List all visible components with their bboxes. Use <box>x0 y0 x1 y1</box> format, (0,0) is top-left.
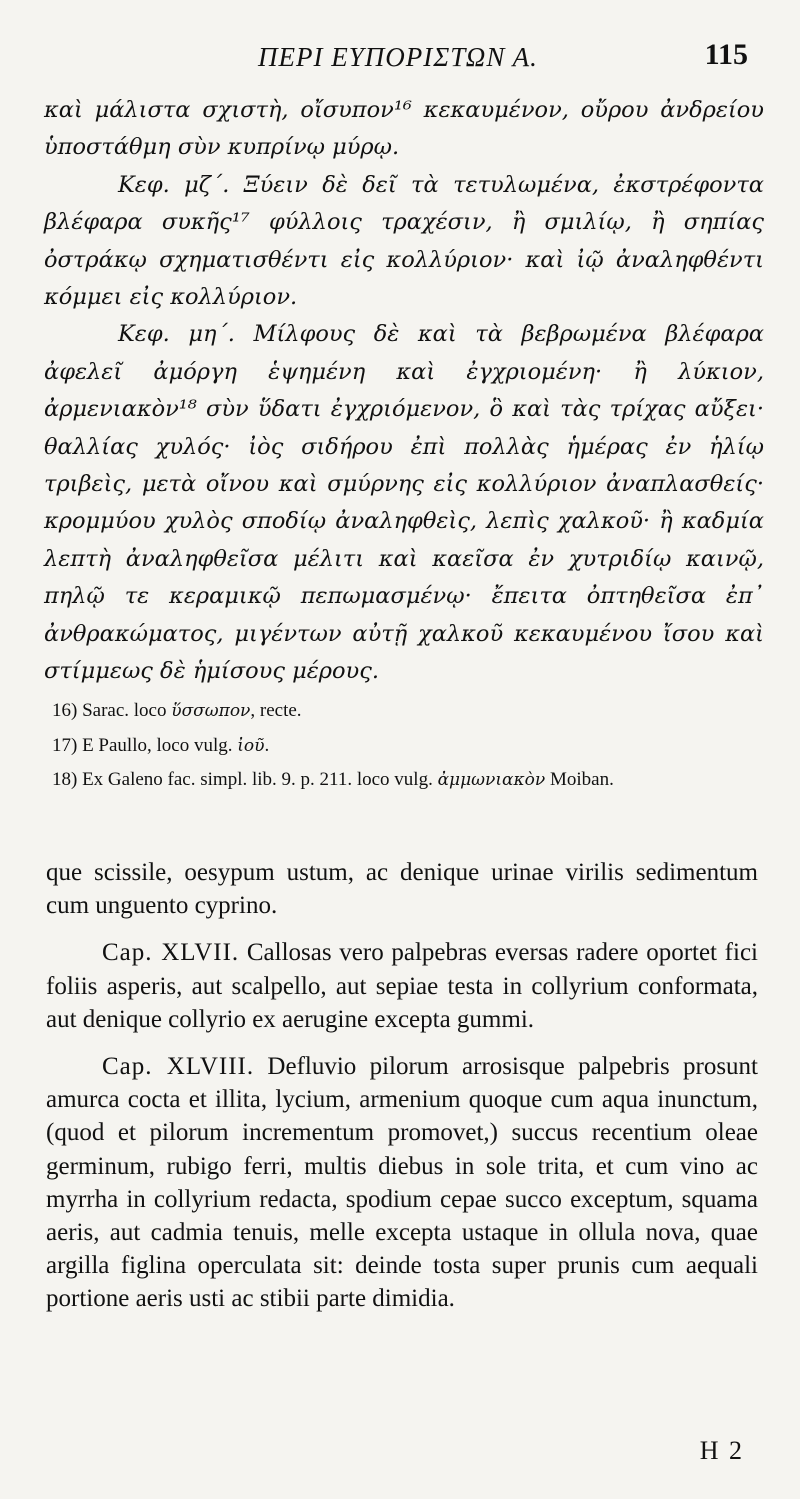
chapter-heading: Cap. XLVIII. <box>102 1053 255 1081</box>
footnotes <box>52 694 764 798</box>
footnote-text: E Paullo, loco vulg. <box>82 734 233 756</box>
latin-text-block <box>46 856 758 1316</box>
running-title: ΠΕΡΙ ΕΥΠΟΡΙΣΤΩΝ Α. <box>258 42 538 72</box>
latin-paragraph-3 <box>46 1050 758 1316</box>
footnote-17 <box>52 729 764 764</box>
footnote-number: 18) <box>52 769 78 790</box>
latin-paragraph-3-body: Defluvio pilorum arrosisque palpebris prosunt amurca cocta et illita, lycium, armenium quoque cum aqua inunctum, (quod et pilorum incrementum promovet,) succus recentium oleae germinum, rubigo ferri, multis diebus in sole trita, et cum vino ac myrrha in collyrium redacta, spodium cepae succo exceptum, squama aeris, aut cadmia tenuis, melle excepta ustaque in ollula nova, quae argilla figlina operculata sit: deinde tosta super prunis cum aequali portione aeris usti ac stibii parte dimidia. <box>46 1053 758 1313</box>
latin-paragraph-2-body: Callosas vero palpebras eversas radere oportet fici foliis asperis, aut scalpello, aut sepiae testa in collyrium conformata, aut denique collyrio ex aerugine excepta gummi. <box>46 939 758 1033</box>
latin-paragraph-2 <box>46 936 758 1036</box>
running-head <box>0 38 800 78</box>
footnote-number: 17) <box>52 734 78 756</box>
footnote-text: Ex Galeno fac. simpl. lib. 9. p. 211. loco vulg. <box>82 769 433 790</box>
footnote-text: Sarac. loco <box>82 700 167 721</box>
greek-paragraph-2: Κεφ. μζ΄. Ξύειν δὲ δεῖ τὰ τετυλωμένα, ἐκστρέφοντα βλέφαρα συκῆς¹⁷ φύλλοις τραχέσιν, ἢ σμιλίῳ, ἢ σηπίας ὀστράκῳ σχηματισθέντι εἰς κολλύριον· καὶ ἰῷ ἀναληφθέντι κόμμει εἰς κολλύριον. <box>44 171 764 311</box>
footnote-16 <box>52 694 764 729</box>
signature-mark: H 2 <box>699 1436 744 1465</box>
greek-paragraph-1: καὶ μάλιστα σχιστὴ, οἴσυπον¹⁶ κεκαυμένον, οὔρου ἀνδρείου ὑποστάθμη σὺν κυπρίνῳ μύρῳ. <box>44 97 764 161</box>
page-number: 115 <box>704 38 748 71</box>
footnote-tail: , recte. <box>250 700 302 721</box>
footnote-greek: ἀμμωνιακὸν <box>437 770 546 790</box>
footnote-number: 16) <box>52 700 78 721</box>
footnote-18 <box>52 763 764 798</box>
chapter-heading: Cap. XLVII. <box>102 939 240 967</box>
greek-paragraph-3: Κεφ. μη΄. Μίλφους δὲ καὶ τὰ βεβρωμένα βλέφαρα ἀφελεῖ ἀμόργη ἑψημένη καὶ ἐγχριομένη· ἢ λύκιον, ἀρμενιακὸν¹⁸ σὺν ὕδατι ἐγχριόμενον, ὃ καὶ τὰς τρίχας αὔξει· θαλλίας χυλός· ἰὸς σιδήρου ἐπὶ πολλὰς ἡμέρας ἐν ἡλίῳ τριβεὶς, μετὰ οἴνου καὶ σμύρνης εἰς κολλύριον ἀναπλασθείς· κρομμύου χυλὸς σποδίῳ ἀναληφθεὶς, λεπὶς χαλκοῦ· ἢ καδμία λεπτὴ ἀναληφθεῖσα μέλιτι καὶ καεῖσα ἐν χυτριδίῳ καινῷ, πηλῷ τε κεραμικῷ πεπωμασμένῳ· ἔπειτα ὀπτηθεῖσα ἐπ᾽ ἀνθρακώματος, μιγέντων αὐτῇ χαλκοῦ κεκαυμένου ἴσου καὶ στίμμεως δὲ ἡμίσους μέρους. <box>44 321 764 685</box>
footnote-greek: ἰοῦ <box>237 735 265 756</box>
footnote-greek: ὕσσωπον <box>171 701 251 721</box>
latin-paragraph-1: que scissile, oesypum ustum, ac denique urinae virilis sedimentum cum unguento cyprino. <box>46 859 758 920</box>
footnote-tail: . <box>264 734 270 756</box>
greek-text-block <box>44 92 764 691</box>
footnote-tail: Moiban. <box>545 769 614 790</box>
